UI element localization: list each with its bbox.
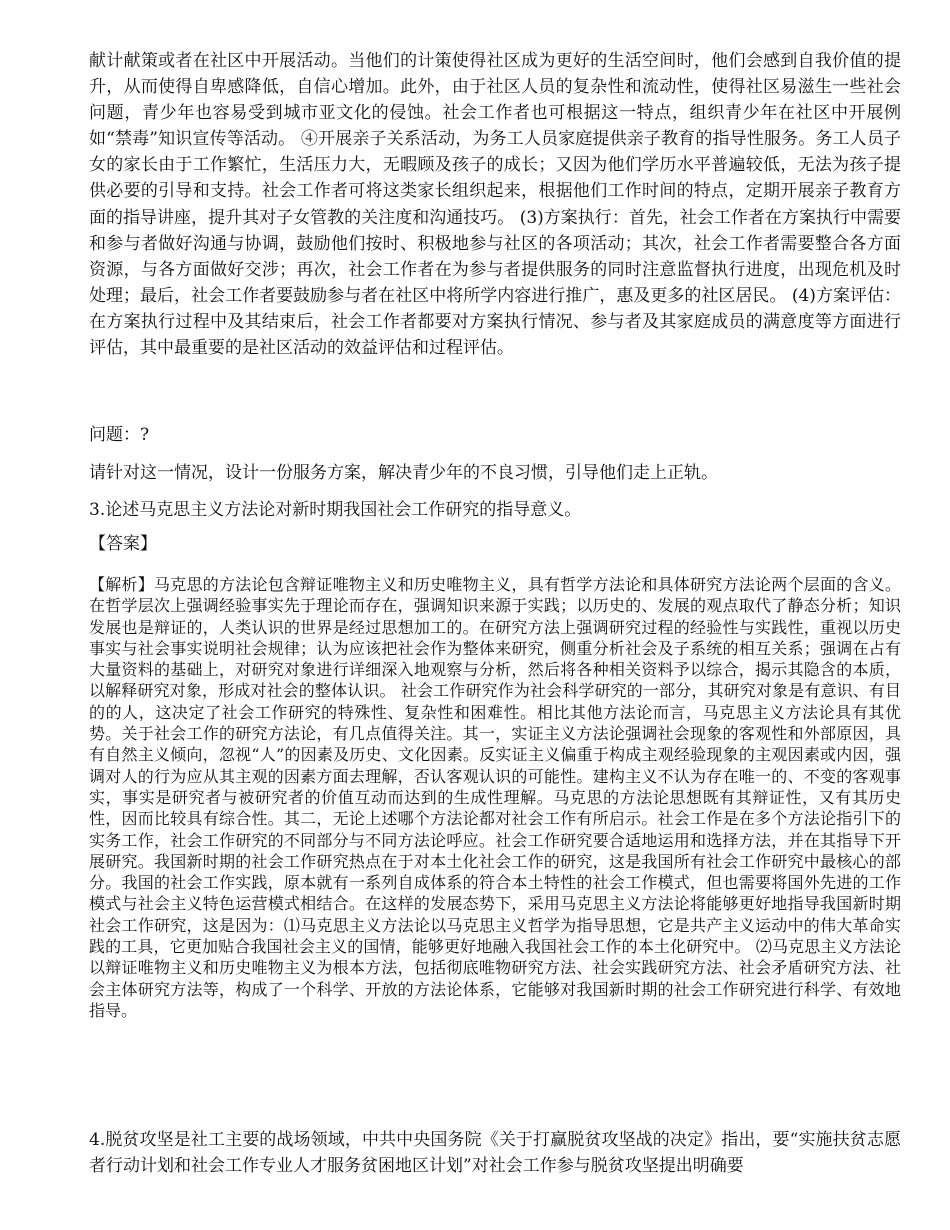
analysis-paragraph: 【解析】马克思的方法论包含辩证唯物主义和历史唯物主义，具有哲学方法论和具体研究方法论两个层面的含义。在哲学层次上强调经验事实先于理论而存在，强调知识来源于实践；以历史的、发展的观点取代了静态分析；知识发展也是辩证的，人类认识的世界是经过思想加工的。在研究方法上强调研究过程的经验性与实践性，重视以历史事实与社会事实说明社会规律；认为应该把社会作为整体来研究，侧重分析社会及子系统的相互关系；强调在占有大量资料的基础上，对研究对象进行详细深入地观察与分析，然后将各种相关资料予以综合，揭示其隐含的本质，以解释研究对象，形成对社会的整体认识。 社会工作研究作为社会科学研究的一部分，其研究对象是有意识、有目的的人，这决定了社会工作研究的特殊性、复杂性和困难性。相比其他方法论而言，马克思主义方法论具有其优势。关于社会工作的研究方法论，有几点值得关注。其一，实证主义方法论强调社会现象的客观性和外部原因，具有自然主义倾向，忽视“人”的因素及历史、文化因素。反实证主义偏重于构成主观经验现象的主观因素或内因，强调对人的行为应从其主观的因素方面去理解，否认客观认识的可能性。建构主义不认为存在唯一的、不变的客观事实，事实是研究者与被研究者的价值互动而达到的生成性理解。马克思的方法论思想既有其辩证性，又有其历史性，因而比较具有综合性。其二，无论上述哪个方法论都对社会工作有所启示。社会工作是在多个方法论指引下的实务工作，社会工作研究的不同部分与不同方法论呼应。社会工作研究要合适地运用和选择方法，并在其指导下开展研究。我国新时期的社会工作研究热点在于对本土化社会工作的研究，这是我国所有社会工作研究中最核心的部分。我国的社会工作实践，原本就有一系列自成体系的符合本土特性的社会工作模式，但也需要将国外先进的工作模式与社会主义特色运营模式相结合。在这样的发展态势下，采用马克思主义方法论将能够更好地指导我国新时期社会工作研究，这是因为：⑴马克思主义方法论以马克思主义哲学为指导思想，它是共产主义运动中的伟大革命实践的工具，它更加贴合我国社会主义的国情，能够更好地融入我国社会工作的本土化研究中。 ⑵马克思主义方法论以辩证唯物主义和历史唯物主义为根本方法，包括彻底唯物研究方法、社会实践研究方法、社会矛盾研究方法、社会主体研究方法等，构成了一个科学、开放的方法论体系，它能够对我国新时期的社会工作研究进行科学、有效地指导。 bbox=[89, 575, 901, 1020]
question-3-title: 3.论述马克思主义方法论对新时期我国社会工作研究的指导意义。 bbox=[89, 500, 582, 520]
question-label: 问题：? bbox=[89, 425, 150, 445]
question-text: 请针对这一情况，设计一份服务方案，解决青少年的不良习惯，引导他们走上正轨。 bbox=[89, 463, 718, 483]
question-4-paragraph: 4.脱贫攻坚是社工主要的战场领域，中共中央国务院《关于打赢脱贫攻坚战的决定》指出，要“实施扶贫志愿者行动计划和社会工作专业人才服务贫困地区计划”对社会工作参与脱贫攻坚提出明确要 bbox=[89, 1130, 901, 1177]
answer-label: 【答案】 bbox=[89, 534, 157, 554]
continuation-paragraph: 献计献策或者在社区中开展活动。当他们的计策使得社区成为更好的生活空间时，他们会感到自我价值的提升，从而使得自卑感降低，自信心增加。此外，由于社区人员的复杂性和流动性，使得社区易滋生一些社会问题，青少年也容易受到城市亚文化的侵蚀。社会工作者也可根据这一特点，组织青少年在社区中开展例如“禁毒”知识宣传等活动。 ④开展亲子关系活动，为务工人员家庭提供亲子教育的指导性服务。务工人员子女的家长由于工作繁忙，生活压力大，无暇顾及孩子的成长；又因为他们学历水平普遍较低，无法为孩子提供必要的引导和支持。社会工作者可将这类家长组织起来，根据他们工作时间的特点，定期开展亲子教育方面的指导讲座，提升其对子女管教的关注度和沟通技巧。 (3)方案执行：首先，社会工作者在方案执行中需要和参与者做好沟通与协调，鼓励他们按时、积极地参与社区的各项活动；其次，社会工作者需要整合各方面资源，与各方面做好交涉；再次，社会工作者在为参与者提供服务的同时注意监督执行进度，出现危机及时处理；最后，社会工作者要鼓励参与者在社区中将所学内容进行推广，惠及更多的社区居民。 (4)方案评估：在方案执行过程中及其结束后，社会工作者都要对方案执行情况、参与者及其家庭成员的满意度等方面进行评估，其中最重要的是社区活动的效益评估和过程评估。 bbox=[89, 51, 901, 359]
